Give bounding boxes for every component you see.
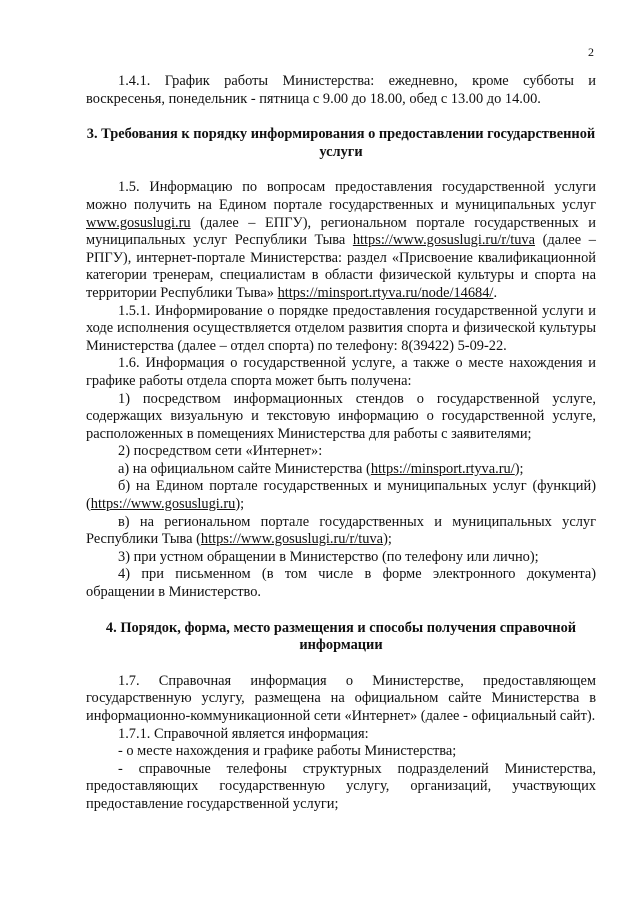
section-heading-4: 4. Порядок, форма, место размещения и способы получения справочной информации — [105, 619, 577, 654]
paragraph-1-7: 1.7. Справочная информация о Министерстве, предоставляющем государственную услугу, размещена на официальном сайте Министерства в информационно-коммуникационной сети «Интернет» (далее - официальный сайт). — [86, 672, 596, 724]
list-item-3: 3) при устном обращении в Министерство (по телефону или лично); — [118, 548, 539, 565]
list-item-1: 1) посредством информационных стендов о государственной услуге, содержащих визуальную и текстовую информацию о государственной услуге, расположенных в помещениях Министерства для работы с заявителями; — [86, 390, 596, 442]
document-body — [86, 73, 596, 814]
text-span: 1.5. Информацию по вопросам предоставления государственной услуги можно получить на Едином портале государственных и муниципальных услуг — [86, 179, 596, 213]
text-span: б) на Едином портале государственных и муниципальных услуг (функций) ( — [86, 478, 596, 513]
text-span: (далее – ЕПГУ), региональном портале государственных и муниципальных услуг Республики Тыва — [86, 214, 596, 249]
paragraph-1-7-1: 1.7.1. Справочной является информация: — [118, 725, 369, 742]
paragraph-1-5-1: 1.5.1. Информирование о порядке предоставления государственной услуги и ходе исполнения осуществляется отделом развития спорта и физической культуры Министерства (далее – отдел спорта) по телефону: 8(39422) 5-09-22. — [86, 302, 596, 354]
list-item-2: 2) посредством сети «Интернет»: — [118, 443, 323, 460]
list-item-2b — [86, 478, 596, 513]
text-span: ); — [383, 531, 392, 548]
section-heading-3: 3. Требования к порядку информирования о предоставлении государственной услуги — [86, 126, 596, 160]
link-epgu[interactable]: www.gosuslugi.ru — [86, 214, 191, 231]
link-gosuslugi[interactable]: https://www.gosuslugi.ru — [90, 496, 236, 513]
text-span: ); — [235, 496, 245, 513]
text-span: (далее – РПГУ), интернет-портале Министерства: раздел «Присвоение квалификационной категории тренерам, специалистам в области физической культуры и спорта на территории Республики Тыва» — [86, 232, 596, 301]
text-span: ); — [514, 460, 524, 477]
link-gosuslugi-tuva[interactable]: https://www.gosuslugi.ru/r/tuva — [200, 531, 384, 548]
text-span: . — [493, 284, 498, 301]
list-item-4: 4) при письменном (в том числе в форме электронного документа) обращении в Министерство. — [86, 566, 596, 601]
text-span: в) на региональном портале государственных и муниципальных услуг Республики Тыва ( — [86, 513, 596, 548]
page-number: 2 — [588, 45, 594, 59]
list-item-dash-2: - справочные телефоны структурных подразделений Министерства, предоставляющих государственную услугу, организаций, участвующих предоставление государственной услуги; — [86, 760, 596, 812]
paragraph-1-4-1: 1.4.1. График работы Министерства: ежедневно, кроме субботы и воскресенья, понедельник - пятница с 9.00 до 18.00, обед с 13.00 до 14.00. — [86, 73, 596, 107]
list-item-dash-1: - о месте нахождения и графике работы Министерства; — [118, 743, 457, 760]
link-minsport-node[interactable]: https://minsport.rtyva.ru/node/14684/ — [277, 284, 494, 301]
text-span: а) на официальном сайте Министерства ( — [118, 460, 371, 477]
link-minsport[interactable]: https://minsport.rtyva.ru/ — [370, 460, 515, 477]
link-rpgu[interactable]: https://www.gosuslugi.ru/r/tuva — [352, 232, 535, 249]
paragraph-1-6: 1.6. Информация о государственной услуге, а также о месте нахождения и графике работы отдела спорта может быть получена: — [86, 355, 596, 389]
list-item-2a — [86, 461, 596, 479]
list-item-2v — [86, 514, 596, 549]
paragraph-1-5 — [86, 179, 596, 302]
